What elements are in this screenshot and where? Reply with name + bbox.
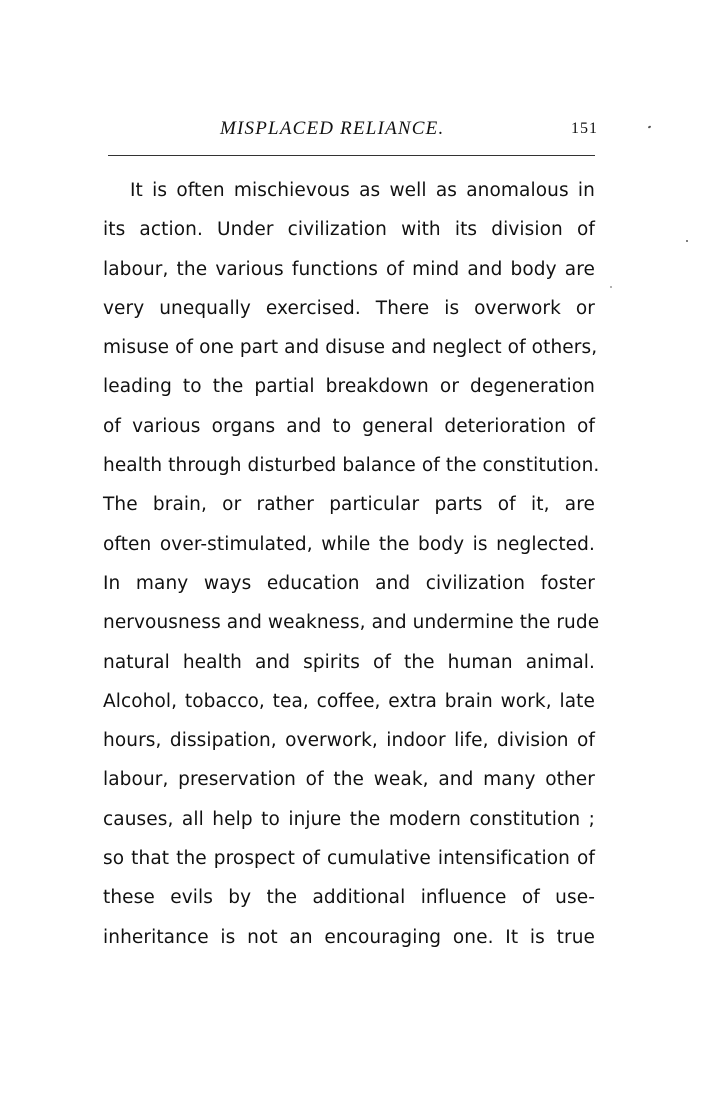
text-line: causes, all help to injure the modern constitution ; [103, 808, 595, 830]
body-paragraph [103, 171, 600, 957]
header-rule [108, 155, 595, 156]
text-line: Alcohol, tobacco, tea, coffee, extra brain work, late [103, 690, 595, 712]
text-line: of various organs and to general deterioration of [103, 415, 595, 437]
text-line: so that the prospect of cumulative intensification of [103, 848, 595, 870]
text-line: nervousness and weakness, and undermine the rude [103, 612, 600, 634]
page-number: 151 [571, 120, 598, 137]
text-line: natural health and spirits of the human animal. [103, 651, 595, 673]
text-line: misuse of one part and disuse and neglect of others, [103, 337, 598, 359]
running-title: MISPLACED RELIANCE. [220, 118, 445, 139]
text-line: these evils by the additional influence of use- [103, 887, 595, 909]
text-line: often over-stimulated, while the body is neglected. [103, 533, 595, 555]
text-line: In many ways education and civilization foster [103, 572, 595, 594]
text-line: its action. Under civilization with its division of [103, 219, 595, 241]
running-head [108, 118, 598, 146]
text-line: labour, preservation of the weak, and many other [103, 769, 595, 791]
text-line: inheritance is not an encouraging one. It is true [103, 926, 595, 948]
text-line: very unequally exercised. There is overwork or [103, 297, 595, 319]
text-line: hours, dissipation, overwork, indoor life, division of [103, 730, 595, 752]
scan-speck [686, 240, 688, 242]
text-line: leading to the partial breakdown or degeneration [103, 376, 595, 398]
text-line: The brain, or rather particular parts of it, are [103, 494, 595, 516]
scan-speck [648, 125, 652, 128]
text-line: labour, the various functions of mind and body are [103, 258, 595, 280]
text-line: It is often mischievous as well as anomalous in [130, 180, 595, 201]
scan-speck [610, 286, 612, 288]
text-line: health through disturbed balance of the constitution. [103, 455, 600, 477]
